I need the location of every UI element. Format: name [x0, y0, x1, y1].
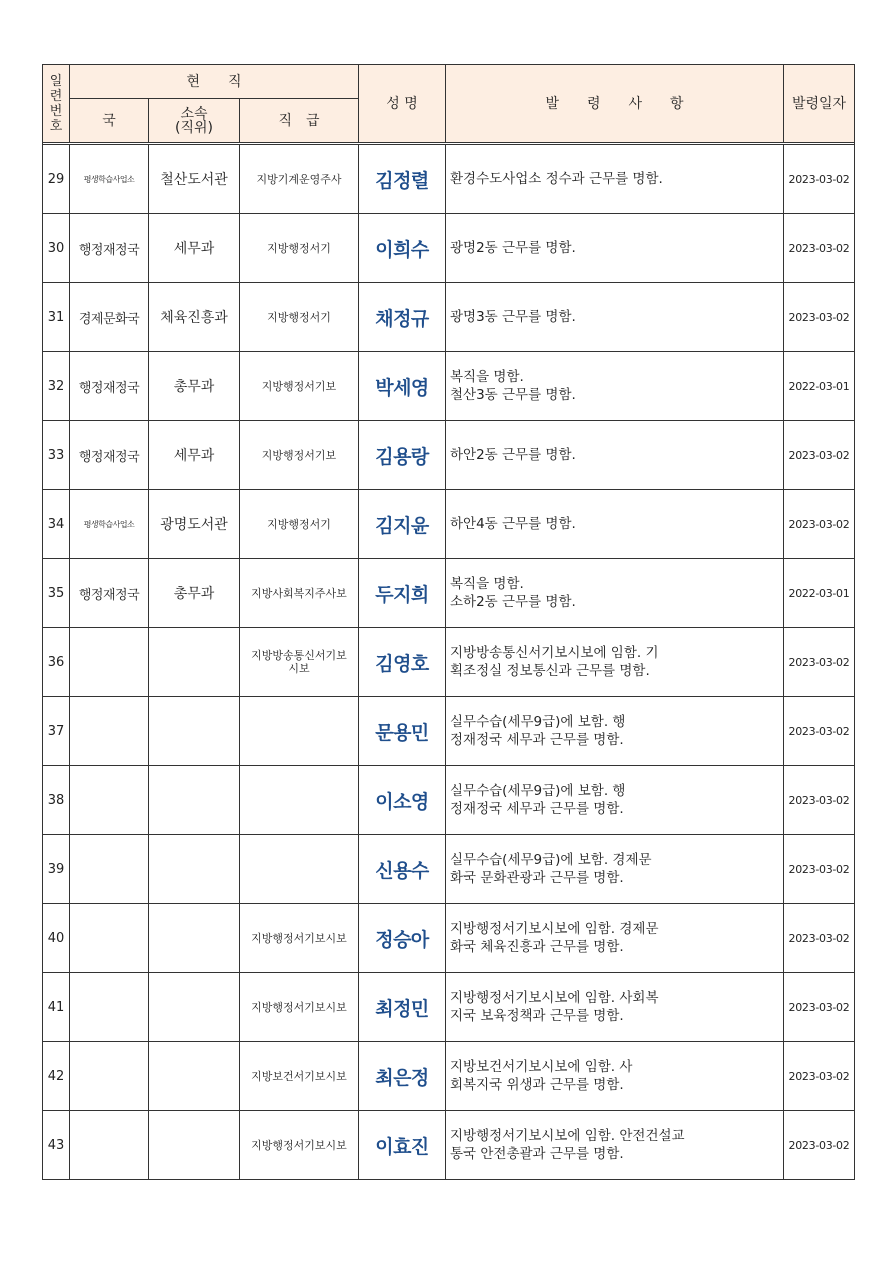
date-cell: 2023-03-02	[784, 1042, 855, 1111]
affiliation-cell	[149, 904, 240, 973]
dept-cell	[70, 904, 149, 973]
row-number: 38	[43, 766, 70, 835]
grade-cell: 지방행정서기	[240, 214, 359, 283]
row-number: 42	[43, 1042, 70, 1111]
name-cell: 최은정	[359, 1042, 446, 1111]
header-serial: 일 련 번 호	[43, 65, 70, 143]
affiliation-cell	[149, 628, 240, 697]
name-cell: 김정렬	[359, 145, 446, 214]
date-cell: 2023-03-02	[784, 1111, 855, 1180]
affiliation-cell	[149, 1042, 240, 1111]
row-number: 34	[43, 490, 70, 559]
order-cell: 지방행정서기보시보에 임함. 사회복 지국 보육정책과 근무를 명함.	[446, 973, 784, 1042]
table-row	[43, 559, 855, 628]
grade-cell	[240, 766, 359, 835]
grade-cell: 지방행정서기보시보	[240, 973, 359, 1042]
dept-cell	[70, 835, 149, 904]
name-cell: 박세영	[359, 352, 446, 421]
affiliation-cell	[149, 973, 240, 1042]
name-cell: 김영호	[359, 628, 446, 697]
table-row	[43, 697, 855, 766]
table-row	[43, 145, 855, 214]
date-cell: 2023-03-02	[784, 490, 855, 559]
dept-cell: 평생학습사업소	[70, 145, 149, 214]
table-row	[43, 421, 855, 490]
affiliation-cell: 총무과	[149, 559, 240, 628]
row-number: 39	[43, 835, 70, 904]
grade-cell: 지방방송통신서기보 시보	[240, 628, 359, 697]
affiliation-cell: 세무과	[149, 421, 240, 490]
order-cell: 복직을 명함. 소하2동 근무를 명함.	[446, 559, 784, 628]
grade-cell: 지방기계운영주사	[240, 145, 359, 214]
order-cell: 환경수도사업소 정수과 근무를 명함.	[446, 145, 784, 214]
name-cell: 김지윤	[359, 490, 446, 559]
table-row	[43, 1042, 855, 1111]
date-cell: 2023-03-02	[784, 421, 855, 490]
date-cell: 2023-03-02	[784, 835, 855, 904]
dept-cell	[70, 1111, 149, 1180]
header-affiliation: 소속 (직위)	[149, 99, 240, 143]
row-number: 37	[43, 697, 70, 766]
table-row	[43, 835, 855, 904]
grade-cell	[240, 835, 359, 904]
header-name: 성 명	[359, 65, 446, 143]
affiliation-cell: 세무과	[149, 214, 240, 283]
date-cell: 2023-03-02	[784, 766, 855, 835]
table-row	[43, 283, 855, 352]
row-number: 41	[43, 973, 70, 1042]
row-number: 43	[43, 1111, 70, 1180]
dept-cell	[70, 628, 149, 697]
dept-cell: 평생학습사업소	[70, 490, 149, 559]
affiliation-cell: 체육진흥과	[149, 283, 240, 352]
personnel-order-table	[42, 64, 855, 1180]
order-cell: 복직을 명함. 철산3동 근무를 명함.	[446, 352, 784, 421]
affiliation-cell	[149, 766, 240, 835]
order-cell: 하안4동 근무를 명함.	[446, 490, 784, 559]
dept-cell: 행정재정국	[70, 352, 149, 421]
table-row	[43, 766, 855, 835]
name-cell: 이희수	[359, 214, 446, 283]
date-cell: 2023-03-02	[784, 145, 855, 214]
name-cell: 문용민	[359, 697, 446, 766]
header-dept: 국	[70, 99, 149, 143]
table-row	[43, 904, 855, 973]
row-number: 29	[43, 145, 70, 214]
affiliation-cell: 철산도서관	[149, 145, 240, 214]
order-cell: 지방방송통신서기보시보에 임함. 기 획조정실 정보통신과 근무를 명함.	[446, 628, 784, 697]
order-cell: 지방보건서기보시보에 임함. 사 회복지국 위생과 근무를 명함.	[446, 1042, 784, 1111]
order-cell: 실무수습(세무9급)에 보함. 경제문 화국 문화관광과 근무를 명함.	[446, 835, 784, 904]
name-cell: 채정규	[359, 283, 446, 352]
header-date: 발령일자	[784, 65, 855, 143]
row-number: 31	[43, 283, 70, 352]
header-order: 발 령 사 항	[446, 65, 784, 143]
table-row	[43, 352, 855, 421]
date-cell: 2022-03-01	[784, 559, 855, 628]
dept-cell	[70, 1042, 149, 1111]
date-cell: 2023-03-02	[784, 904, 855, 973]
order-cell: 지방행정서기보시보에 임함. 경제문 화국 체육진흥과 근무를 명함.	[446, 904, 784, 973]
table-row	[43, 490, 855, 559]
grade-cell: 지방행정서기보	[240, 352, 359, 421]
row-number: 30	[43, 214, 70, 283]
row-number: 32	[43, 352, 70, 421]
row-number: 36	[43, 628, 70, 697]
order-cell: 실무수습(세무9급)에 보함. 행 정재정국 세무과 근무를 명함.	[446, 697, 784, 766]
name-cell: 이효진	[359, 1111, 446, 1180]
affiliation-cell: 광명도서관	[149, 490, 240, 559]
grade-cell: 지방행정서기보시보	[240, 1111, 359, 1180]
order-cell: 광명3동 근무를 명함.	[446, 283, 784, 352]
dept-cell	[70, 766, 149, 835]
name-cell: 최정민	[359, 973, 446, 1042]
dept-cell: 행정재정국	[70, 214, 149, 283]
grade-cell: 지방행정서기	[240, 283, 359, 352]
row-number: 40	[43, 904, 70, 973]
date-cell: 2023-03-02	[784, 283, 855, 352]
row-number: 33	[43, 421, 70, 490]
dept-cell: 경제문화국	[70, 283, 149, 352]
date-cell: 2022-03-01	[784, 352, 855, 421]
name-cell: 신용수	[359, 835, 446, 904]
table-row	[43, 973, 855, 1042]
affiliation-cell	[149, 835, 240, 904]
name-cell: 두지희	[359, 559, 446, 628]
name-cell: 정승아	[359, 904, 446, 973]
order-cell: 지방행정서기보시보에 임함. 안전건설교 통국 안전총괄과 근무를 명함.	[446, 1111, 784, 1180]
order-cell: 광명2동 근무를 명함.	[446, 214, 784, 283]
name-cell: 김용랑	[359, 421, 446, 490]
row-number: 35	[43, 559, 70, 628]
date-cell: 2023-03-02	[784, 214, 855, 283]
grade-cell: 지방행정서기보	[240, 421, 359, 490]
dept-cell: 행정재정국	[70, 421, 149, 490]
date-cell: 2023-03-02	[784, 628, 855, 697]
dept-cell: 행정재정국	[70, 559, 149, 628]
grade-cell: 지방행정서기	[240, 490, 359, 559]
date-cell: 2023-03-02	[784, 697, 855, 766]
table-row	[43, 214, 855, 283]
dept-cell	[70, 973, 149, 1042]
table-row	[43, 628, 855, 697]
affiliation-cell: 총무과	[149, 352, 240, 421]
grade-cell	[240, 697, 359, 766]
table-row	[43, 1111, 855, 1180]
affiliation-cell	[149, 1111, 240, 1180]
affiliation-cell	[149, 697, 240, 766]
grade-cell: 지방사회복지주사보	[240, 559, 359, 628]
header-grade: 직 급	[240, 99, 359, 143]
date-cell: 2023-03-02	[784, 973, 855, 1042]
order-cell: 하안2동 근무를 명함.	[446, 421, 784, 490]
grade-cell: 지방행정서기보시보	[240, 904, 359, 973]
order-cell: 실무수습(세무9급)에 보함. 행 정재정국 세무과 근무를 명함.	[446, 766, 784, 835]
header-current-post: 현 직	[70, 65, 359, 99]
grade-cell: 지방보건서기보시보	[240, 1042, 359, 1111]
name-cell: 이소영	[359, 766, 446, 835]
dept-cell	[70, 697, 149, 766]
